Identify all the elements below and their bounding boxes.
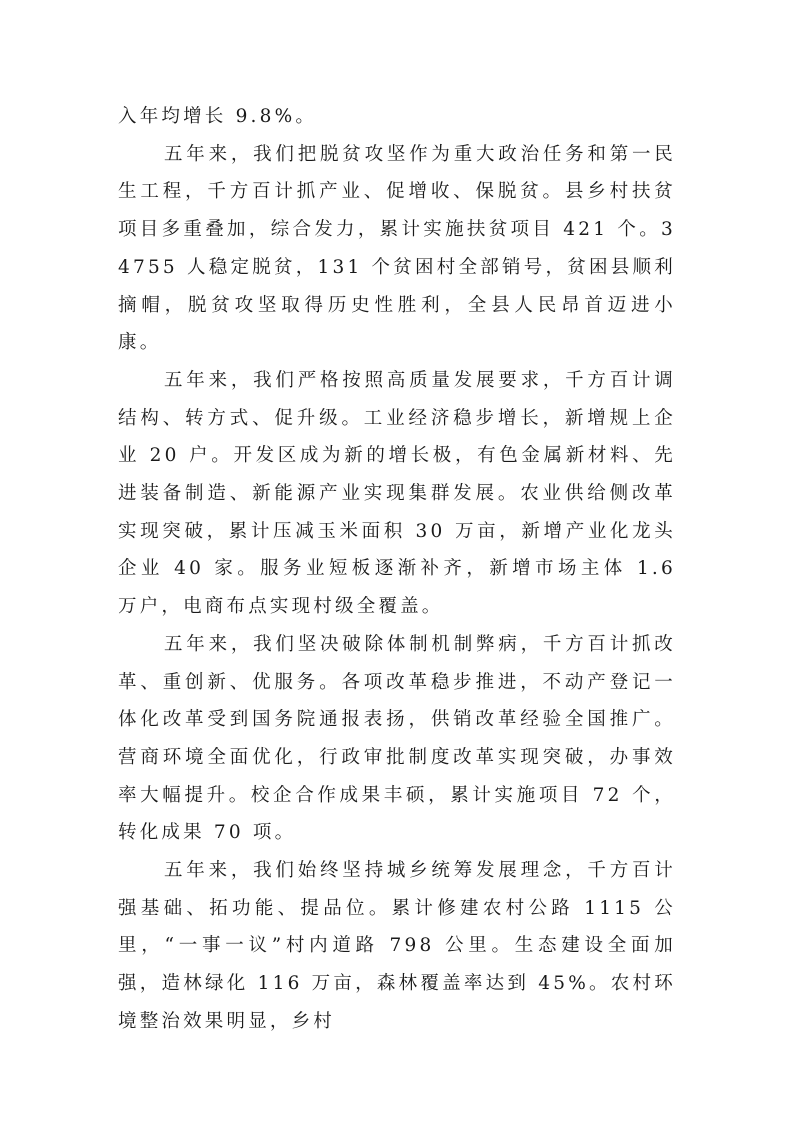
paragraph-reform-innovation: 五年来，我们坚决破除体制机制弊病，千方百计抓改革、重创新、优服务。各项改革稳步推进，不动产登记一体化改革受到国务院通报表扬，供销改革经验全国推广。营商环境全面优化，行政审批制度改革实现突破，办事效率大幅提升。校企合作成果丰硕，累计实施项目 72 个，转化成果 70 项。 (118, 633, 676, 844)
paragraph-urban-rural: 五年来，我们始终坚持城乡统筹发展理念，千方百计强基础、拓功能、提品位。累计修建农村公路 1115 公里，“一事一议”村内道路 798 公里。生态建设全面加强，造林绿化 116 万亩，森林覆盖率达到 45%。农村环境整治效果明显，乡村 (118, 860, 676, 1032)
paragraph-poverty-alleviation: 五年来，我们把脱贫攻坚作为重大政治任务和第一民生工程，千方百计抓产业、促增收、保脱贫。县乡村扶贫项目多重叠加，综合发力，累计实施扶贫项目 421 个。34755 人稳定脱贫，131 个贫困村全部销号，贫困县顺利摘帽，脱贫攻坚取得历史性胜利，全县人民昂首迈进小康。 (118, 143, 676, 354)
paragraph-industrial-structure: 五年来，我们严格按照高质量发展要求，千方百计调结构、转方式、促升级。工业经济稳步增长，新增规上企业 20 户。开发区成为新的增长极，有色金属新材料、先进装备制造、新能源产业实现集群发展。农业供给侧改革实现突破，累计压减玉米面积 30 万亩，新增产业化龙头企业 40 家。服务业短板逐渐补齐，新增市场主体 1.6 万户，电商布点实现村级全覆盖。 (118, 369, 676, 618)
document-page (118, 98, 676, 1041)
paragraph-income-growth: 入年均增长 9.8%。 (118, 106, 318, 127)
